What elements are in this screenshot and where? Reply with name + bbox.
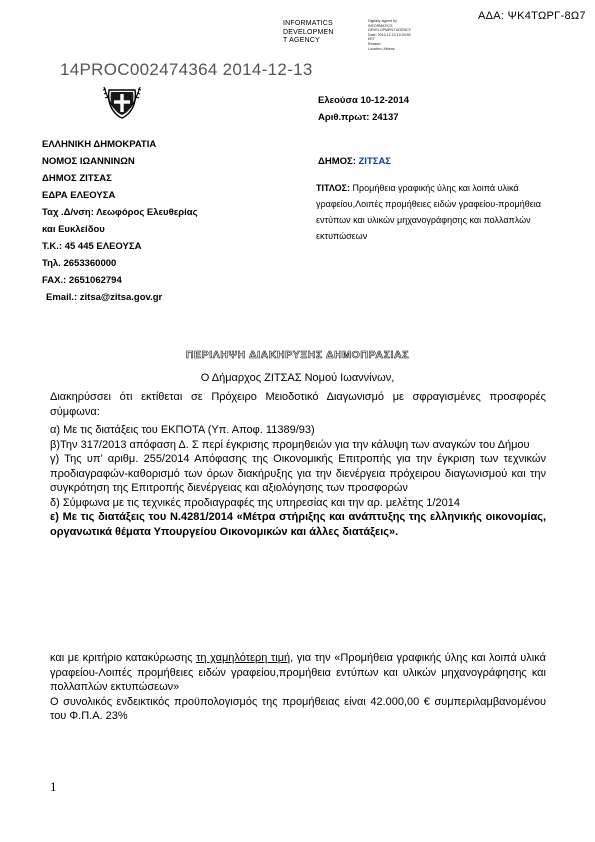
criterion-intro: και με κριτήριο κατακύρωσης [50, 652, 197, 664]
document-heading: ΠΕΡΙΛΗΨΗ ΔΙΑΚΗΡΥΞΗΣ ΔΗΜΟΠΡΑΣΙΑΣ [185, 349, 410, 361]
digital-signature-org [283, 20, 373, 46]
municipality-field [318, 156, 391, 167]
address-line: ΝΟΜΟΣ ΙΩΑΝΝΙΝΩΝ [42, 156, 135, 167]
email: Email.: zitsa@zitsa.gov.gr [46, 292, 163, 303]
clause-c: γ) Της υπ’ αριθμ. 255/2014 Απόφασης της Οικονομικής Επιτροπής για την έγκριση των τεχνικών προδιαγραφών-καθορισμό των όρων διακήρυξης για την διενέργεια πρόχειρου διαγωνισμού και την συγκρότηση της Επιτροπής διενέργειας και αξιολόγησης των προσφορών [50, 453, 546, 494]
stamp-org-line: DEVELOPMEN [283, 28, 334, 36]
postal-code: Τ.Κ.: 45 445 ΕΛΕΟΥΣΑ [42, 241, 142, 252]
subject-text: Προμήθεια γραφικής ύλης και λοιπά υλικά γραφείου,Λοιπές προμήθειες ειδών γραφείου-προμήθεια εντύπων και υλικών μηχανογράφησης και πολλαπλών εκτυπώσεων [316, 183, 541, 241]
stamp-sig-line: DEVELOPMENT AGENCY [368, 28, 412, 33]
address-line: ΕΛΛΗΝΙΚΗ ΔΗΜΟΚΡΑΤΙΑ [42, 139, 157, 150]
subject-label: ΤΙΤΛΟΣ: [316, 183, 350, 193]
stamp-sig-line: EET [368, 37, 375, 42]
municipality-value: ΖΙΤΣΑΣ [358, 156, 392, 167]
stamp-sig-line: Date: 2014.12.13 19:29:55 [368, 32, 411, 37]
budget-paragraph: Ο συνολικός ενδεικτικός προϋπολογισμός της προμήθειας είναι 42.000,00 € συμπεριλαμβανομένου του Φ.Π.Α. 23% [50, 695, 546, 722]
intro-paragraph: Διακηρύσσει ότι εκτίθεται σε Πρόχειρο Μειοδοτικό Διαγωνισμό με σφραγισμένες προσφορές σύμφωνα: [50, 391, 546, 418]
stamp-sig-line: INFORMATICS [368, 23, 393, 28]
greek-emblem-icon [100, 78, 144, 122]
clause-d: δ) Σύμφωνα με τις τεχνικές προδιαγραφές της υπηρεσίας και την αρ. μελέτης 1/2014 [50, 496, 460, 509]
stamp-org-line: INFORMATICS [283, 20, 333, 27]
stamp-sig-line: Reason: [368, 41, 382, 46]
document-date: Ελεούσα 10-12-2014 [318, 95, 410, 106]
telephone: Τηλ. 2653360000 [42, 258, 117, 269]
digital-signature-details [368, 19, 438, 51]
address-block [42, 136, 198, 306]
clause-a: α) Με τις διατάξεις του ΕΚΠΟΤΑ (Υπ. Αποφ. 11389/93) [50, 424, 315, 436]
legal-basis-section [50, 390, 546, 539]
mayor-line: Ο Δήμαρχος ΖΙΤΣΑΣ Νομού Ιωαννίνων, [200, 372, 395, 384]
clause-b: β)Την 317/2013 απόφαση Δ. Σ περί έγκρισης προμηθειών για την κάλυψη των αναγκών του Δήμου [50, 438, 530, 451]
address-line: Ταχ .Δ/νση: Λεωφόρος Ελευθερίας [42, 207, 198, 218]
stamp-sig-line: Digitally signed by [368, 19, 397, 23]
address-line: και Ευκλείδου [42, 224, 105, 235]
fax: FAX.: 2651062794 [42, 275, 122, 286]
stamp-org-line: T AGENCY [283, 37, 320, 44]
municipality-label: ΔΗΜΟΣ: [318, 156, 356, 167]
protocol-number: Αριθ.πρωτ: 24137 [318, 112, 399, 123]
procurement-number: 14PROC002474364 2014-12-13 [60, 60, 313, 79]
date-block [318, 92, 409, 126]
page-number: 1 [50, 779, 57, 794]
address-line: ΔΗΜΟΣ ΖΙΤΣΑΣ [42, 173, 112, 184]
award-section [50, 651, 546, 724]
subject-field [316, 180, 554, 244]
ada-code: ΑΔΑ: ΨΚ4ΤΩΡΓ-8Ω7 [478, 10, 586, 22]
criterion-lowest-price: τη χαμηλότερη τιμή [196, 652, 291, 664]
criterion-subject: , για την «Προμήθεια γραφικής ύλης και λοιπά υλικά γραφείου-Λοιπές προμήθειες ειδών γραφείου,προμήθεια εντύπων και υλικών μηχανογράφησης και πολλαπλών εκτυπώσεων» [50, 652, 546, 693]
clause-e: ε) Με τις διατάξεις του Ν.4281/2014 «Μέτρα στήριξης και ανάπτυξης της ελληνικής οικονομίας, οργανωτικά θέματα Υπουργείου Οικονομικών και άλλες διατάξεις». [50, 511, 546, 538]
award-criterion [50, 651, 546, 695]
address-line: ΕΔΡΑ ΕΛΕΟΥΣΑ [42, 190, 116, 201]
stamp-sig-line: Location: Athens [368, 46, 395, 51]
